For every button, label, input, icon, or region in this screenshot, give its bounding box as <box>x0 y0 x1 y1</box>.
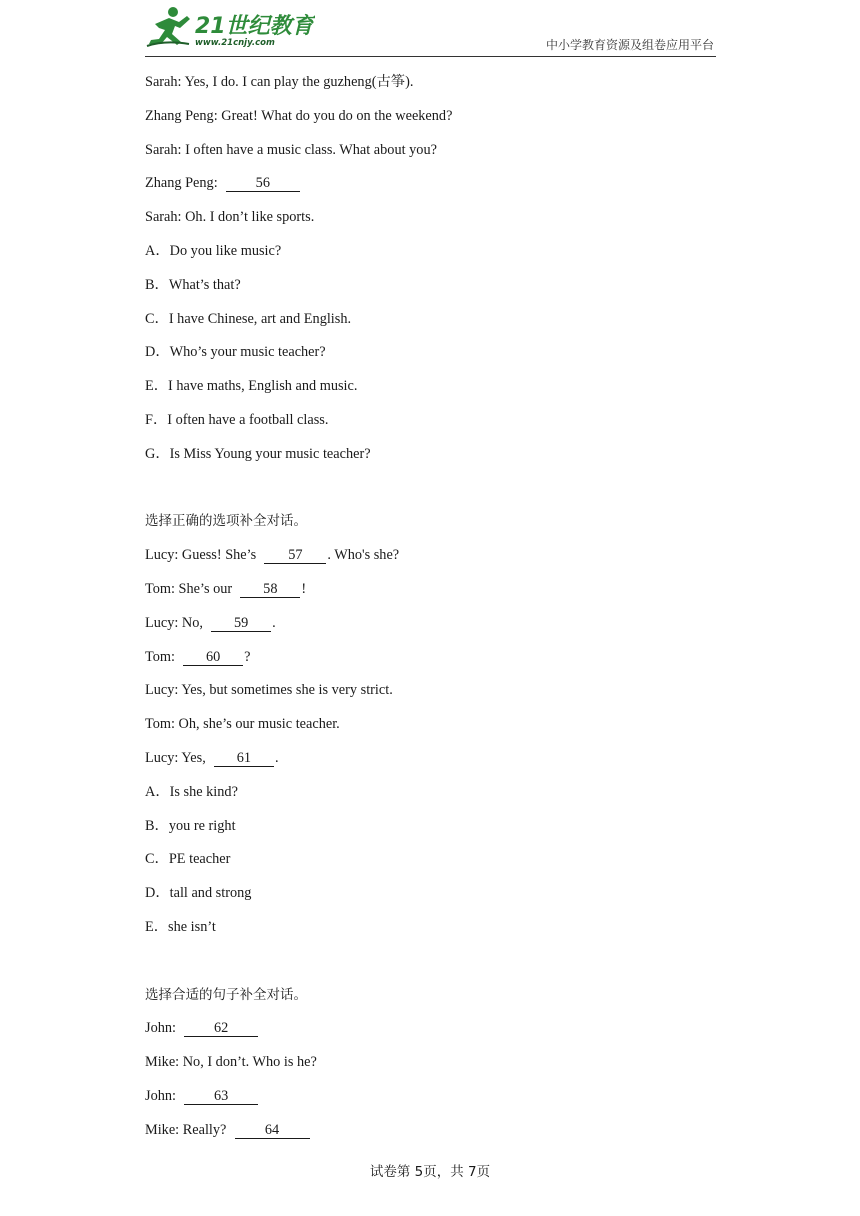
line-text: John: <box>145 1020 176 1037</box>
line-text: John: <box>145 1087 176 1104</box>
dialogue-line-blank <box>145 1120 716 1154</box>
answer-blank-57[interactable]: 57 <box>264 548 326 564</box>
answer-blank-56[interactable]: 56 <box>226 176 300 192</box>
page-header <box>145 4 716 57</box>
dialogue-line: Lucy: Yes, but sometimes she is very strict. <box>145 682 393 699</box>
option-c: C．PE teacher <box>145 851 231 868</box>
line-text: Mike: Really? <box>145 1121 227 1138</box>
answer-blank-59[interactable]: 59 <box>211 616 271 632</box>
dialogue-line-blank <box>145 545 716 579</box>
dialogue-line: Sarah: Yes, I do. I can play the guzheng(古筝). <box>145 74 414 90</box>
option-a: A．Do you like music? <box>145 242 282 259</box>
dialogue-line: Zhang Peng: Great! What do you do on the weekend? <box>145 107 453 124</box>
line-text: Lucy: Yes, <box>145 749 206 766</box>
logo-text: 21世纪教育 <box>195 14 314 39</box>
line-text: . <box>272 614 276 631</box>
dialogue-line-blank <box>145 579 716 613</box>
line-text: . Who's she? <box>327 547 400 564</box>
dialogue-line-blank <box>145 1018 716 1052</box>
option-b: B．you re right <box>145 817 236 834</box>
option-f: F．I often have a football class. <box>145 411 329 428</box>
option-d: D．tall and strong <box>145 885 252 902</box>
dialogue-line: Tom: Oh, she’s our music teacher. <box>145 716 340 733</box>
dialogue-line: Sarah: Oh. I don’t like sports. <box>145 209 315 226</box>
dialogue-line-blank <box>145 173 716 207</box>
line-text: Tom: <box>145 648 175 665</box>
answer-blank-63[interactable]: 63 <box>184 1089 258 1105</box>
answer-blank-58[interactable]: 58 <box>240 582 300 598</box>
line-text: ? <box>244 648 251 665</box>
dialogue-line-blank <box>145 748 716 782</box>
option-a: A．Is she kind? <box>145 783 238 800</box>
option-e: E．she isn’t <box>145 918 216 935</box>
line-text: Lucy: No, <box>145 614 203 631</box>
logo-url: www.21cnjy.com <box>195 38 275 48</box>
line-text: ! <box>301 580 307 597</box>
option-d: D．Who’s your music teacher? <box>145 344 326 361</box>
option-g: G．Is Miss Young your music teacher? <box>145 445 371 462</box>
line-text: . <box>274 749 279 766</box>
page-content <box>145 72 716 1154</box>
section-instruction: 选择正确的选项补全对话。 <box>145 513 307 530</box>
site-logo <box>145 4 315 50</box>
answer-blank-62[interactable]: 62 <box>184 1021 258 1037</box>
option-b: B．What’s that? <box>145 276 241 293</box>
line-text: Lucy: Guess! She’s <box>145 547 257 564</box>
dialogue-line-blank <box>145 1086 716 1120</box>
dialogue-line-blank <box>145 647 716 681</box>
dialogue-line: Sarah: I often have a music class. What about you? <box>145 141 437 158</box>
speaker: Zhang Peng: <box>145 175 218 192</box>
section-instruction: 选择合适的句子补全对话。 <box>145 986 307 1003</box>
page-footer: 试卷第 5页，共 7页 <box>369 1164 491 1180</box>
answer-blank-60[interactable]: 60 <box>183 650 243 666</box>
platform-name: 中小学教育资源及组卷应用平台 <box>545 38 714 52</box>
runner-logo-icon <box>145 4 315 50</box>
dialogue-line: Mike: No, I don’t. Who is he? <box>145 1054 317 1071</box>
answer-blank-61[interactable]: 61 <box>214 751 274 767</box>
line-text: Tom: She’s our <box>145 580 233 597</box>
option-e: E．I have maths, English and music. <box>145 378 358 395</box>
option-c: C．I have Chinese, art and English. <box>145 310 352 327</box>
dialogue-line-blank <box>145 613 716 647</box>
answer-blank-64[interactable]: 64 <box>235 1123 310 1139</box>
